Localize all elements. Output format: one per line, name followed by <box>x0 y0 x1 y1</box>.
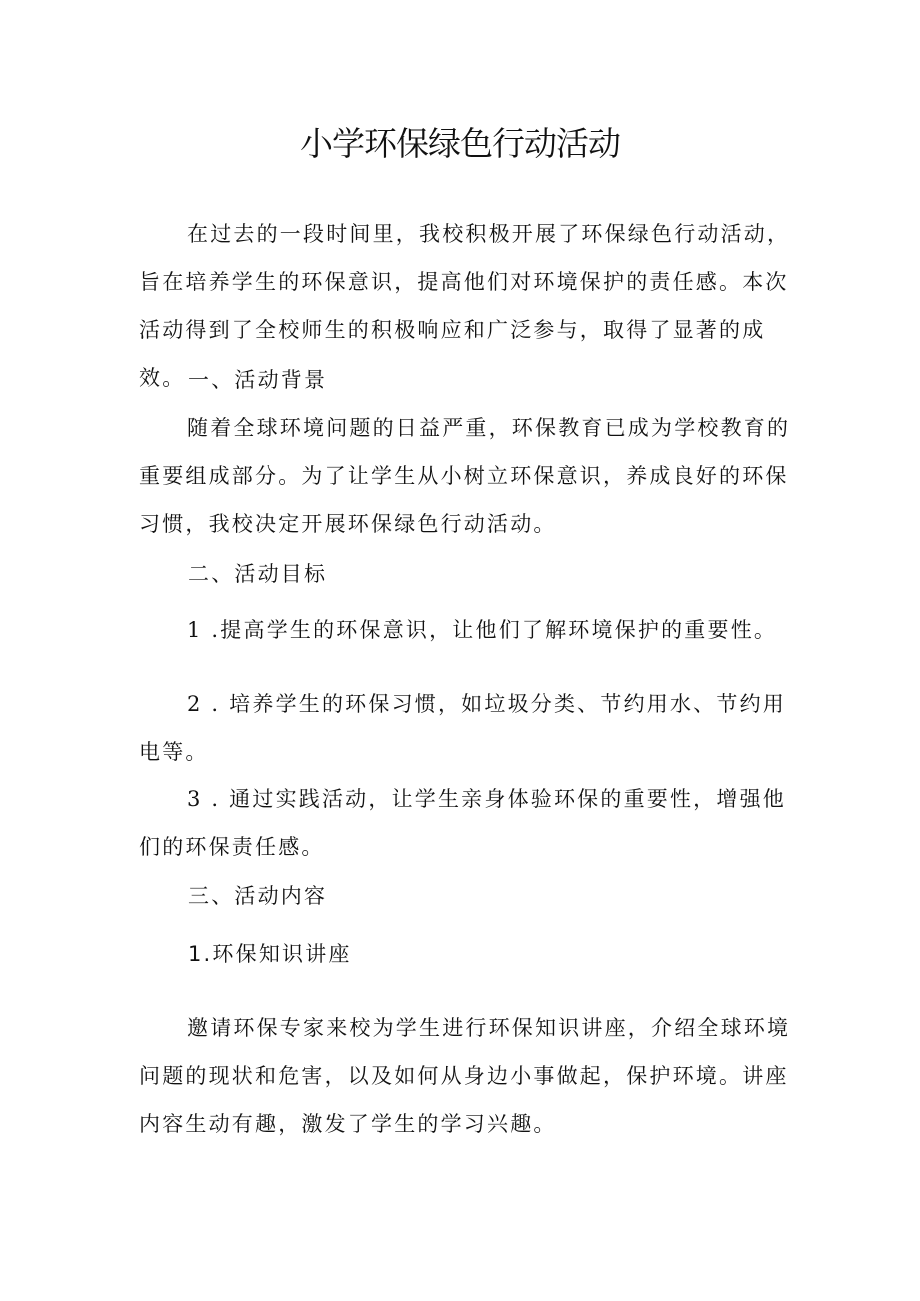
goal-item-3: 3 . 通过实践活动，让学生亲身体验环保的重要性，增强他们的环保责任感。 <box>139 787 786 859</box>
content-subheading-lecture: 1.环保知识讲座 <box>188 942 352 966</box>
goal-item-1: 1 .提高学生的环保意识，让他们了解环境保护的重要性。 <box>187 618 778 642</box>
intro-paragraph: 在过去的一段时间里，我校积极开展了环保绿色行动活动，旨在培养学生的环保意识，提高他们对环境保护的责任感。本次活动得到了全校师生的积极响应和广泛参与，取得了显著的成效。 <box>139 222 791 390</box>
section-heading-content: 三、活动内容 <box>188 884 328 908</box>
goal-item-2: 2 . 培养学生的环保习惯，如垃圾分类、节约用水、节约用电等。 <box>139 692 786 764</box>
document-title: 小学环保绿色行动活动 <box>300 124 620 163</box>
section-heading-goals: 二、活动目标 <box>188 562 328 586</box>
lecture-paragraph: 邀请环保专家来校为学生进行环保知识讲座，介绍全球环境问题的现状和危害，以及如何从身边小事做起，保护环境。讲座内容生动有趣，激发了学生的学习兴趣。 <box>139 1016 791 1136</box>
section-heading-background: 一、活动背景 <box>188 368 328 392</box>
background-paragraph: 随着全球环境问题的日益严重，环保教育已成为学校教育的重要组成部分。为了让学生从小树立环保意识，养成良好的环保习惯，我校决定开展环保绿色行动活动。 <box>139 416 791 536</box>
